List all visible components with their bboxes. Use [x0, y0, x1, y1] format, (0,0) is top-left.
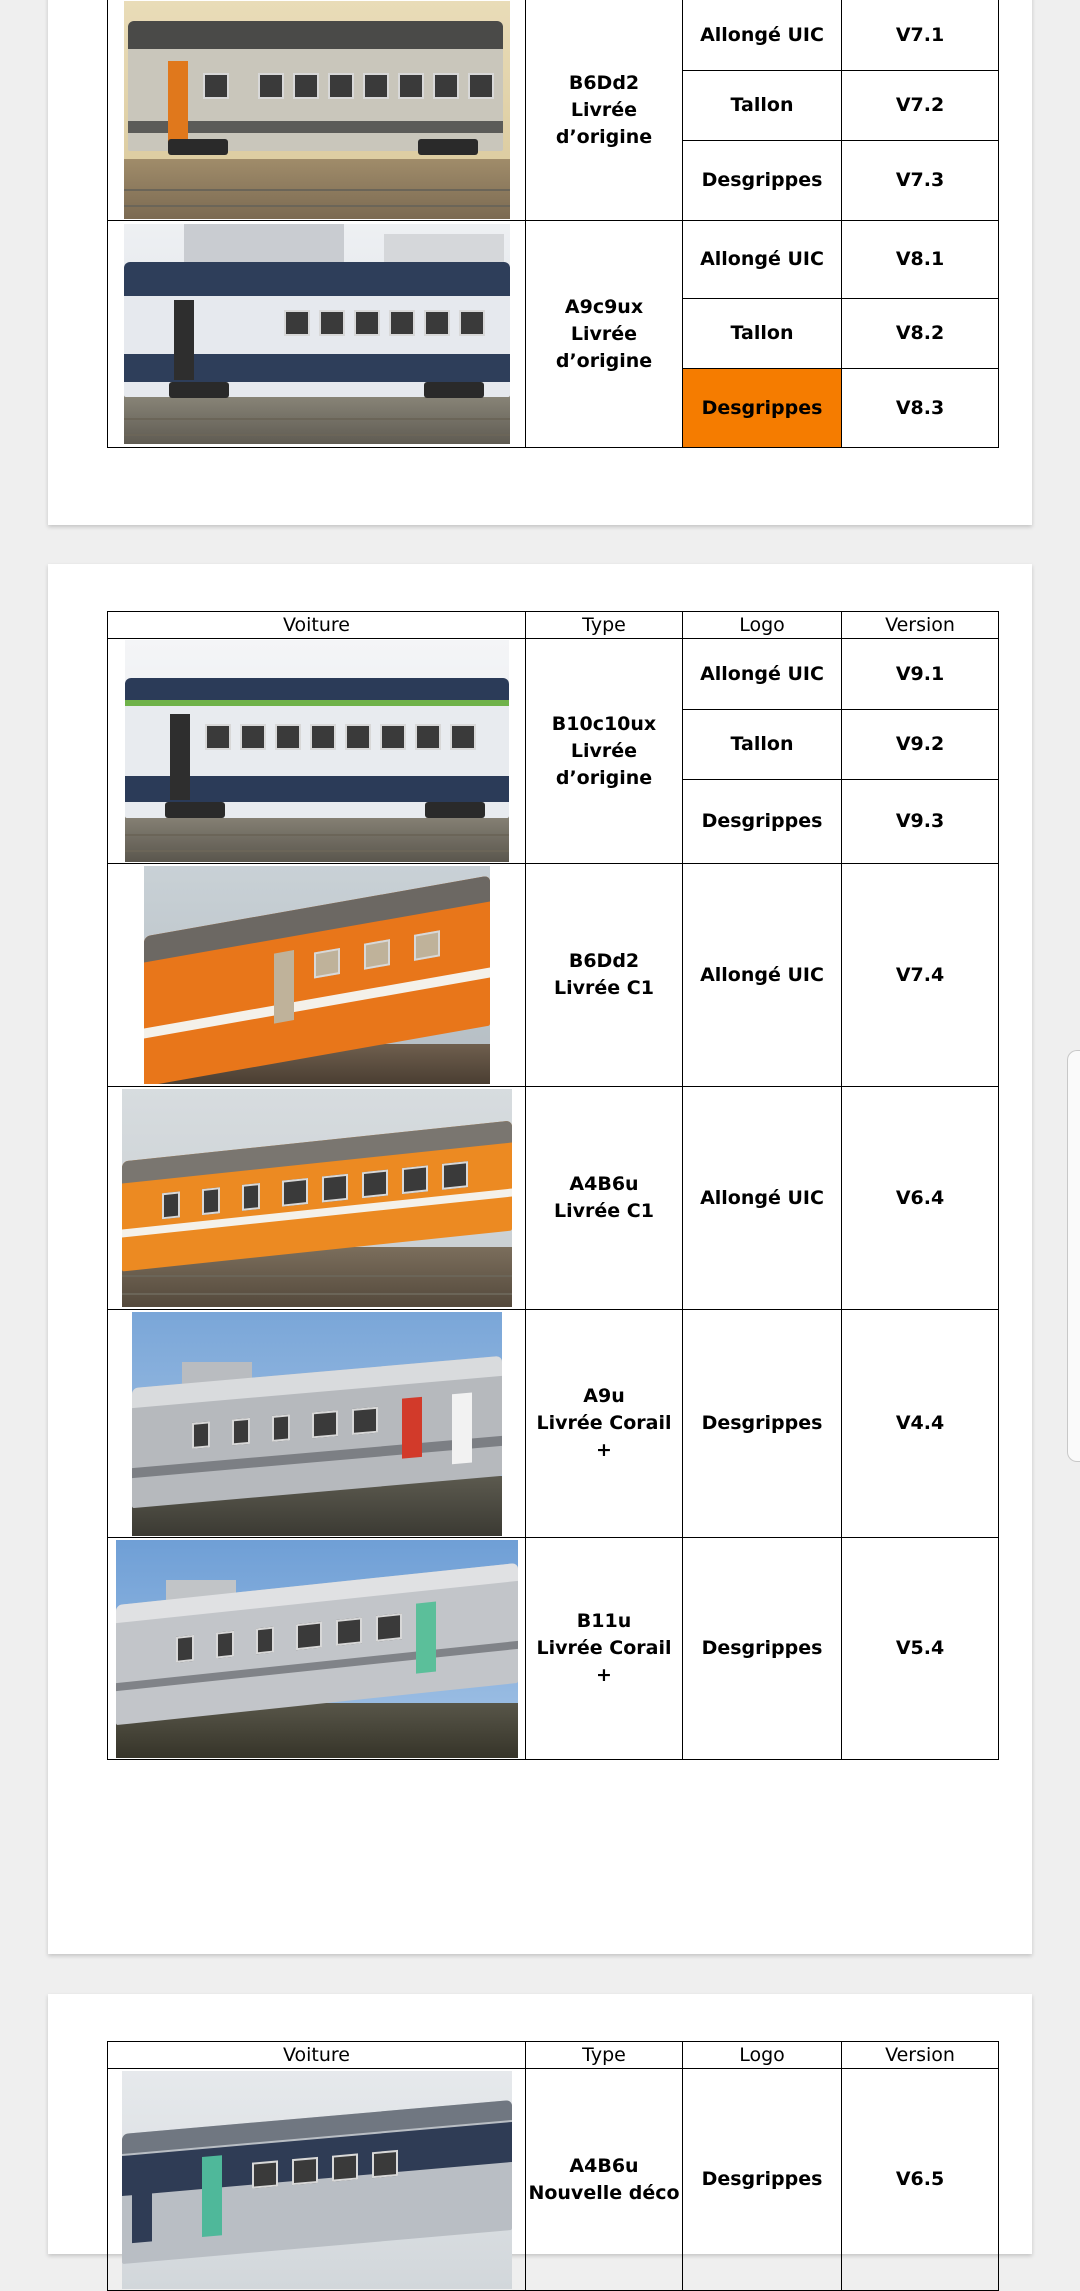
version-cell: V7.2 — [842, 71, 999, 141]
coach-photo-cell — [108, 1310, 526, 1538]
version-cell: V6.5 — [842, 2069, 999, 2291]
coach-photo-b11u-corail-plus — [116, 1540, 518, 1758]
header-voiture: Voiture — [108, 2042, 526, 2069]
version-cell: V9.3 — [842, 780, 999, 864]
version-cell: V8.3 — [842, 369, 999, 448]
document-page-3 — [48, 1994, 1032, 2254]
type-line: d’origine — [555, 349, 653, 372]
type-line: Livrée — [570, 322, 638, 345]
version-cell: V4.4 — [842, 1310, 999, 1538]
version-cell: V7.4 — [842, 864, 999, 1087]
coach-photo-b6dd2-origine — [124, 1, 510, 219]
type-cell — [526, 864, 683, 1087]
type-line: d’origine — [555, 766, 653, 789]
coach-photo-cell — [108, 639, 526, 864]
type-cell — [526, 2069, 683, 2291]
version-cell: V7.1 — [842, 0, 999, 71]
type-line: Livrée — [570, 739, 638, 762]
type-line: B10c10ux — [551, 712, 657, 735]
logo-cell: Desgrippes — [683, 1538, 842, 1760]
type-line: Livrée Corail + — [536, 1637, 672, 1686]
coach-photo-cell — [108, 1538, 526, 1760]
type-cell — [526, 639, 683, 864]
type-line: A4B6u — [569, 1173, 639, 1195]
header-type: Type — [526, 2042, 683, 2069]
coach-table-3 — [107, 2041, 999, 2291]
coach-table-1 — [107, 0, 999, 448]
logo-cell: Tallon — [683, 710, 842, 780]
type-line: B6Dd2 — [568, 71, 640, 94]
coach-photo-a9c9ux-origine — [124, 224, 510, 444]
version-cell: V6.4 — [842, 1087, 999, 1310]
coach-photo-b10c10ux-origine — [125, 640, 509, 862]
logo-cell: Tallon — [683, 71, 842, 141]
coach-photo-b6dd2-c1 — [144, 866, 490, 1084]
document-page-1 — [48, 0, 1032, 525]
document-page-2 — [48, 564, 1032, 1954]
type-line: A9c9ux — [564, 295, 644, 318]
type-line: Nouvelle déco — [528, 2181, 680, 2204]
logo-cell: Allongé UIC — [683, 221, 842, 299]
type-line: Livrée C1 — [554, 1200, 654, 1222]
version-cell: V7.3 — [842, 141, 999, 221]
logo-cell: Allongé UIC — [683, 639, 842, 710]
type-line: d’origine — [555, 125, 653, 148]
type-cell — [526, 1087, 683, 1310]
coach-photo-cell — [108, 221, 526, 448]
coach-table-2 — [107, 611, 999, 1760]
version-cell: V9.2 — [842, 710, 999, 780]
version-cell: V8.2 — [842, 299, 999, 369]
type-line: Livrée — [570, 98, 638, 121]
logo-cell-highlighted: Desgrippes — [683, 369, 842, 448]
logo-cell: Allongé UIC — [683, 1087, 842, 1310]
version-cell: V8.1 — [842, 221, 999, 299]
type-line: A4B6u — [569, 2154, 639, 2177]
type-cell — [526, 221, 683, 448]
type-cell — [526, 1538, 683, 1760]
logo-cell: Desgrippes — [683, 1310, 842, 1538]
header-version: Version — [842, 2042, 999, 2069]
type-cell — [526, 1310, 683, 1538]
logo-cell: Desgrippes — [683, 780, 842, 864]
coach-photo-cell — [108, 1087, 526, 1310]
scrollbar-handle[interactable] — [1067, 1050, 1080, 1462]
coach-photo-a4b6u-nouvelle-deco — [122, 2071, 512, 2289]
logo-cell: Allongé UIC — [683, 864, 842, 1087]
type-cell — [526, 0, 683, 221]
coach-photo-a9u-corail-plus — [132, 1312, 502, 1536]
coach-photo-cell — [108, 864, 526, 1087]
type-line: A9u — [583, 1385, 625, 1407]
type-line: B11u — [576, 1610, 632, 1632]
header-type: Type — [526, 612, 683, 639]
header-logo: Logo — [683, 2042, 842, 2069]
logo-cell: Desgrippes — [683, 2069, 842, 2291]
type-line: Livrée Corail + — [536, 1412, 672, 1461]
header-version: Version — [842, 612, 999, 639]
header-logo: Logo — [683, 612, 842, 639]
coach-photo-cell — [108, 0, 526, 221]
version-cell: V5.4 — [842, 1538, 999, 1760]
type-line: B6Dd2 — [568, 950, 640, 972]
coach-photo-cell — [108, 2069, 526, 2291]
header-voiture: Voiture — [108, 612, 526, 639]
version-cell: V9.1 — [842, 639, 999, 710]
logo-cell: Desgrippes — [683, 141, 842, 221]
logo-cell: Tallon — [683, 299, 842, 369]
logo-cell: Allongé UIC — [683, 0, 842, 71]
coach-photo-a4b6u-c1 — [122, 1089, 512, 1307]
type-line: Livrée C1 — [554, 977, 654, 999]
